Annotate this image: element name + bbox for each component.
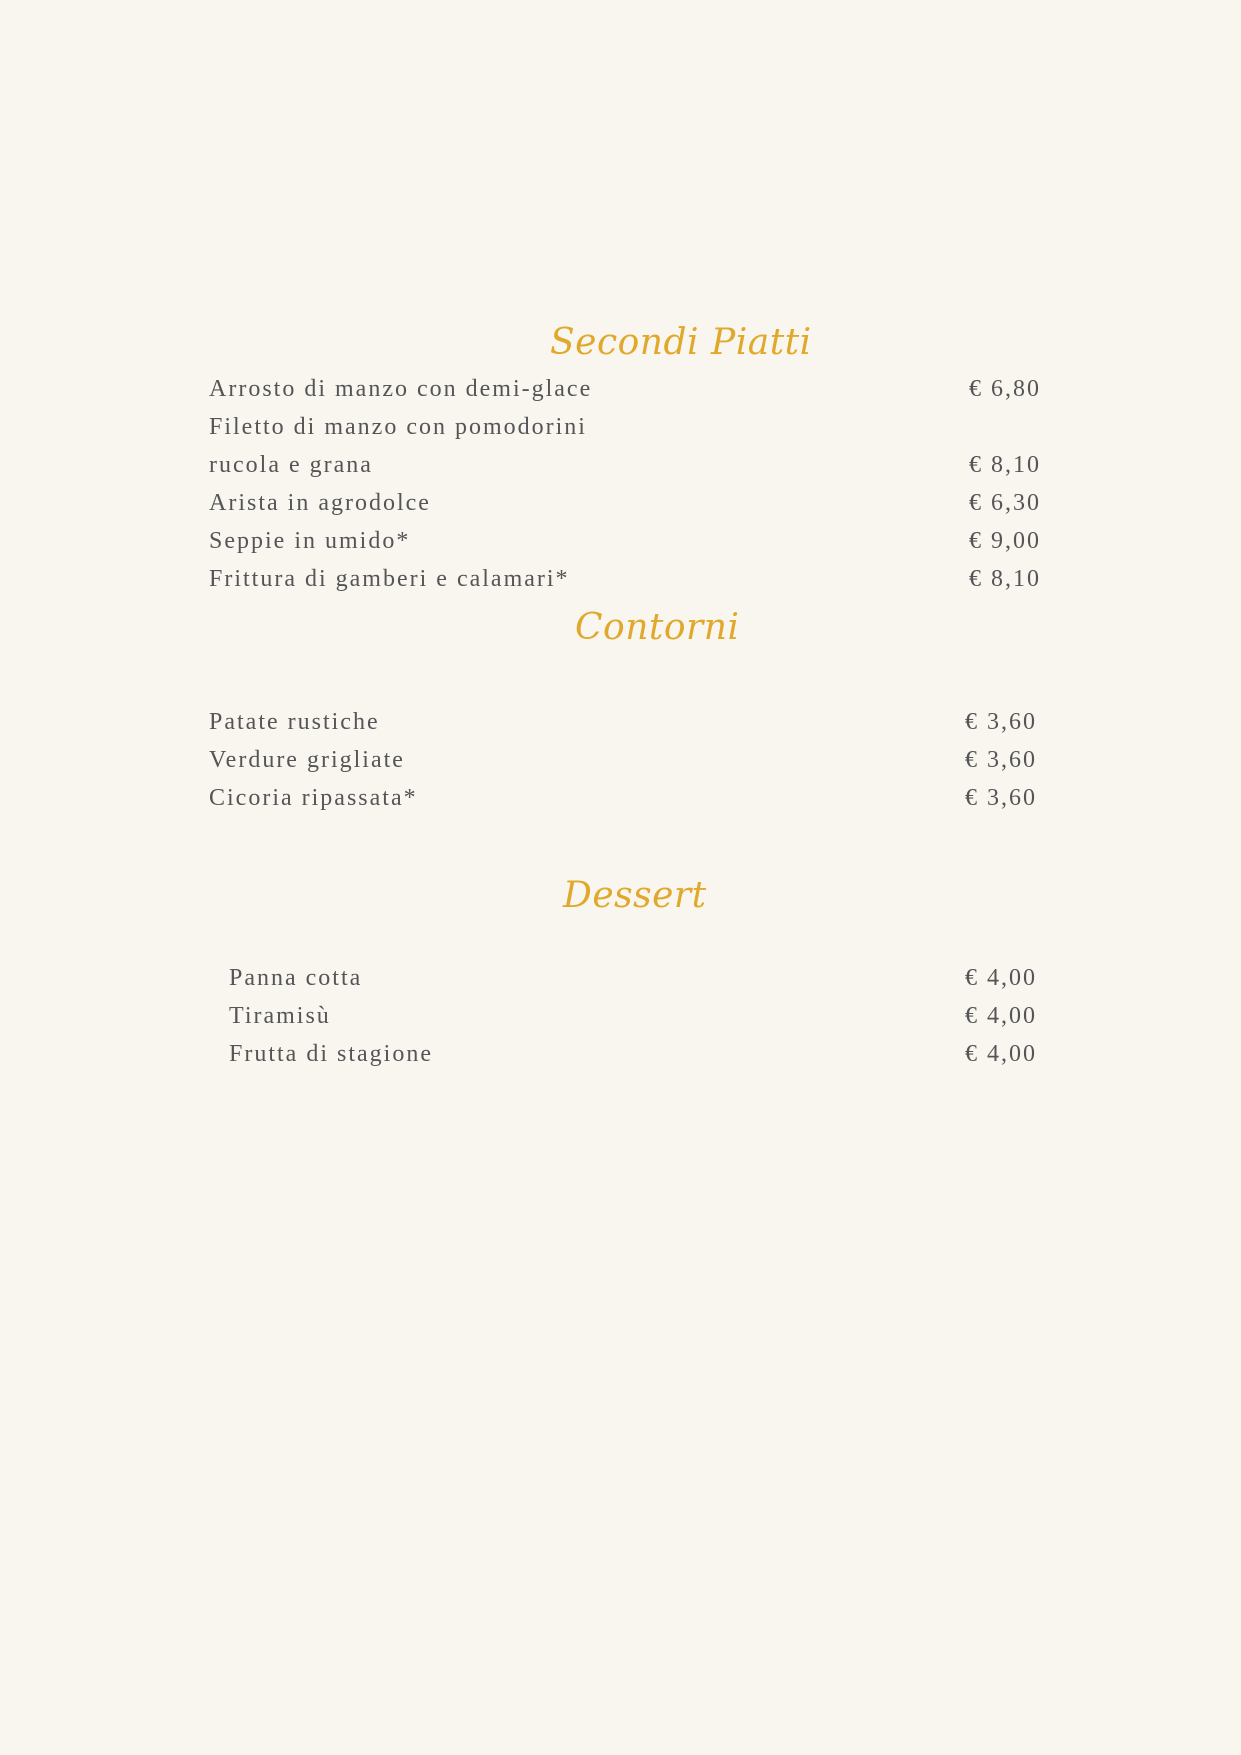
menu-item <box>229 965 1059 995</box>
menu-item-price: € 6,80 <box>969 376 1041 402</box>
menu-item <box>229 1041 1059 1071</box>
menu-item <box>209 785 1059 815</box>
menu-item <box>209 566 1059 596</box>
menu-item-price: € 8,10 <box>969 452 1041 478</box>
menu-item-name: Arista in agrodolce <box>209 490 431 516</box>
menu-item <box>229 1003 1059 1033</box>
menu-item-price: € 6,30 <box>969 490 1041 516</box>
menu-item-price: € 4,00 <box>965 965 1037 991</box>
menu-item-price: € 4,00 <box>965 1041 1037 1067</box>
menu-item <box>209 490 1059 520</box>
section-title-secondi-piatti: Secondi Piatti <box>550 322 812 363</box>
menu-item-price: € 3,60 <box>965 709 1037 735</box>
menu-item-name: Seppie in umido* <box>209 528 411 554</box>
menu-item-price: € 8,10 <box>969 566 1041 592</box>
menu-item-name: Frittura di gamberi e calamari* <box>209 566 570 592</box>
menu-item-name: Patate rustiche <box>209 709 380 735</box>
menu-item-price: € 4,00 <box>965 1003 1037 1029</box>
menu-item <box>209 747 1059 777</box>
menu-item-name: Cicoria ripassata* <box>209 785 418 811</box>
menu-item-name: Frutta di stagione <box>229 1041 433 1067</box>
menu-item <box>209 452 1059 482</box>
menu-item-name: Tiramisù <box>229 1003 331 1029</box>
menu-item-price: € 3,60 <box>965 785 1037 811</box>
menu-item-name: rucola e grana <box>209 452 373 478</box>
menu-item-name: Verdure grigliate <box>209 747 405 773</box>
menu-item-name: Filetto di manzo con pomodorini <box>209 414 587 440</box>
menu-item-name: Arrosto di manzo con demi-glace <box>209 376 593 402</box>
section-title-contorni: Contorni <box>575 607 740 648</box>
menu-item <box>209 528 1059 558</box>
menu-item-name: Panna cotta <box>229 965 363 991</box>
menu-item <box>209 414 1059 444</box>
menu-item <box>209 709 1059 739</box>
menu-item-price: € 9,00 <box>969 528 1041 554</box>
menu-item-price: € 3,60 <box>965 747 1037 773</box>
menu-item <box>209 376 1059 406</box>
section-title-dessert: Dessert <box>563 875 707 916</box>
